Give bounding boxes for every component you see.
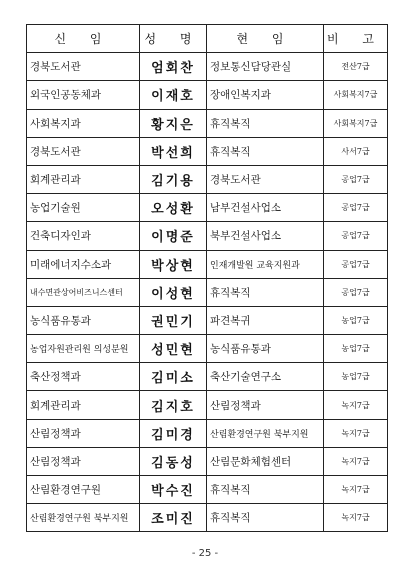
name-cell: 황지은	[140, 109, 207, 137]
table-row	[27, 363, 388, 391]
name-cell: 조미진	[140, 504, 207, 532]
name-cell: 김동성	[140, 447, 207, 475]
new-post-cell: 내수면관상어비즈니스센터	[27, 278, 140, 306]
table-row	[27, 165, 388, 193]
current-post-cell: 산림문화체험센터	[207, 447, 324, 475]
current-post-cell: 북부건설사업소	[207, 222, 324, 250]
table-row	[27, 53, 388, 81]
table-row	[27, 419, 388, 447]
note-cell: 농업7급	[324, 363, 388, 391]
name-cell: 박수진	[140, 476, 207, 504]
new-post-cell: 경북도서관	[27, 137, 140, 165]
name-cell: 성민현	[140, 335, 207, 363]
table-row	[27, 81, 388, 109]
name-cell: 김기용	[140, 165, 207, 193]
new-post-cell: 농업기술원	[27, 194, 140, 222]
page-number: - 25 -	[191, 548, 219, 559]
table-row	[27, 306, 388, 334]
table-row	[27, 137, 388, 165]
note-cell: 농업7급	[324, 335, 388, 363]
current-post-cell: 휴직복직	[207, 278, 324, 306]
new-post-cell: 외국인공동체과	[27, 81, 140, 109]
name-cell: 오성환	[140, 194, 207, 222]
current-post-cell: 축산기술연구소	[207, 363, 324, 391]
name-cell: 박선희	[140, 137, 207, 165]
current-post-cell: 남부건설사업소	[207, 194, 324, 222]
note-cell: 녹지7급	[324, 476, 388, 504]
new-post-cell: 회계관리과	[27, 165, 140, 193]
current-post-cell: 파견복귀	[207, 306, 324, 334]
note-cell: 녹지7급	[324, 447, 388, 475]
table-row	[27, 109, 388, 137]
current-post-cell: 장애인복지과	[207, 81, 324, 109]
new-post-cell: 경북도서관	[27, 53, 140, 81]
current-post-cell: 농식품유통과	[207, 335, 324, 363]
header-note: 비 고	[324, 25, 388, 53]
current-post-cell: 휴직복직	[207, 476, 324, 504]
note-cell: 녹지7급	[324, 504, 388, 532]
current-post-cell: 휴직복직	[207, 137, 324, 165]
current-post-cell: 산림정책과	[207, 391, 324, 419]
new-post-cell: 산림환경연구원	[27, 476, 140, 504]
note-cell: 사회복지7급	[324, 109, 388, 137]
new-post-cell: 농업자원관리원 의성분원	[27, 335, 140, 363]
current-post-cell: 인재개발원 교육지원과	[207, 250, 324, 278]
name-cell: 박상현	[140, 250, 207, 278]
current-post-cell: 휴직복직	[207, 109, 324, 137]
header-row	[27, 25, 388, 53]
note-cell: 공업7급	[324, 250, 388, 278]
name-cell: 이명준	[140, 222, 207, 250]
new-post-cell: 농식품유통과	[27, 306, 140, 334]
note-cell: 공업7급	[324, 278, 388, 306]
name-cell: 김미경	[140, 419, 207, 447]
new-post-cell: 건축디자인과	[27, 222, 140, 250]
table-row	[27, 335, 388, 363]
current-post-cell: 산림환경연구원 북부지원	[207, 419, 324, 447]
header-new-post: 신 임	[27, 25, 140, 53]
table-row	[27, 504, 388, 532]
name-cell: 김지호	[140, 391, 207, 419]
name-cell: 이재호	[140, 81, 207, 109]
table-row	[27, 447, 388, 475]
name-cell: 엄회찬	[140, 53, 207, 81]
new-post-cell: 산림환경연구원 북부지원	[27, 504, 140, 532]
new-post-cell: 산림정책과	[27, 419, 140, 447]
current-post-cell: 휴직복직	[207, 504, 324, 532]
new-post-cell: 미래에너지수소과	[27, 250, 140, 278]
table-row	[27, 194, 388, 222]
note-cell: 녹지7급	[324, 419, 388, 447]
note-cell: 공업7급	[324, 194, 388, 222]
note-cell: 전산7급	[324, 53, 388, 81]
current-post-cell: 경북도서관	[207, 165, 324, 193]
new-post-cell: 회계관리과	[27, 391, 140, 419]
header-current-post: 현 임	[207, 25, 324, 53]
new-post-cell: 사회복지과	[27, 109, 140, 137]
note-cell: 사회복지7급	[324, 81, 388, 109]
note-cell: 공업7급	[324, 222, 388, 250]
name-cell: 권민기	[140, 306, 207, 334]
new-post-cell: 산림정책과	[27, 447, 140, 475]
name-cell: 이성현	[140, 278, 207, 306]
table-row	[27, 278, 388, 306]
personnel-table	[26, 24, 388, 532]
note-cell: 녹지7급	[324, 391, 388, 419]
header-name: 성 명	[140, 25, 207, 53]
new-post-cell: 축산정책과	[27, 363, 140, 391]
name-cell: 김미소	[140, 363, 207, 391]
table-row	[27, 250, 388, 278]
table-row	[27, 222, 388, 250]
table-row	[27, 476, 388, 504]
note-cell: 공업7급	[324, 165, 388, 193]
note-cell: 사서7급	[324, 137, 388, 165]
note-cell: 농업7급	[324, 306, 388, 334]
table-row	[27, 391, 388, 419]
current-post-cell: 정보통신담당관실	[207, 53, 324, 81]
